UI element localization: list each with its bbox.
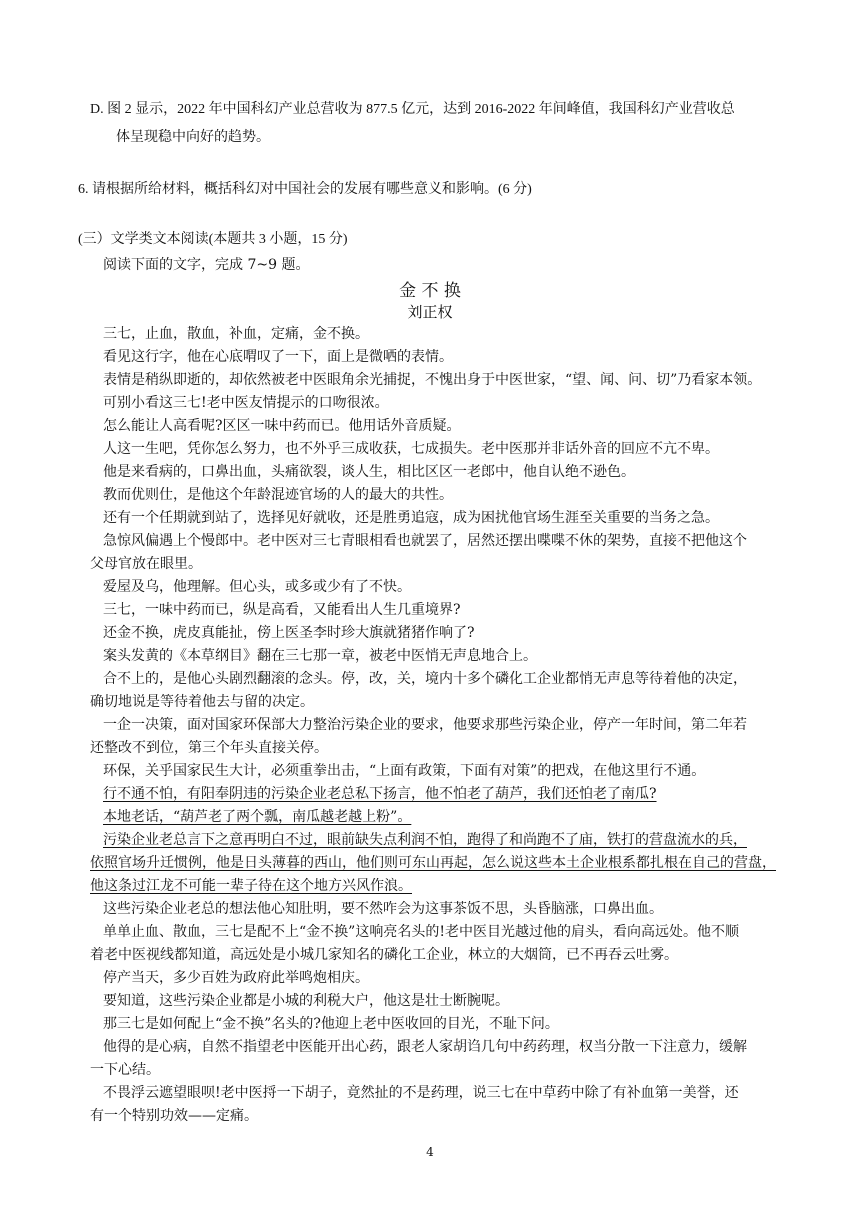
- story-line: 怎么能让人高看呢?区区一味中药而已。他用话外音质疑。: [103, 418, 461, 434]
- story-line: 看见这行字，他在心底喟叹了一下，面上是微哂的表情。: [103, 349, 453, 365]
- story-line: 停产当天，多少百姓为政府此举鸣炮相庆。: [103, 970, 369, 986]
- story-line: 三七，止血，散血，补血，定痛，金不换。: [103, 326, 369, 342]
- story-title: 金 不 换: [399, 281, 461, 301]
- story-line: 还金不换，虎皮真能扯，傍上医圣李时珍大旗就猪猪作响了?: [103, 625, 475, 641]
- question-6: 6. 请根据所给材料，概括科幻对中国社会的发展有哪些意义和影响。(6 分): [78, 182, 532, 197]
- story-line-underlined: 污染企业老总言下之意再明白不过，眼前缺失点利润不怕，跑得了和尚跑不了庙，铁打的营盘流水的兵，: [103, 832, 747, 848]
- story-line-underlined: 依照官场升迁惯例，他是日头薄暮的西山，他们则可东山再起，怎么说这些本土企业根系都扎根在自己的营盘，: [90, 855, 776, 871]
- story-line: 着老中医视线都知道，高远处是小城几家知名的磷化工企业，林立的大烟筒，已不再吞云吐雾。: [90, 947, 678, 963]
- story-line: 一企一决策，面对国家环保部大力整治污染企业的要求，他要求那些污染企业，停产一年时间，第二年若: [103, 717, 747, 733]
- option-d-line2: 体呈现稳中向好的趋势。: [116, 129, 270, 145]
- story-line: 教而优则仕，是他这个年龄混迹官场的人的最大的共性。: [103, 487, 453, 503]
- story-line: 一下心结。: [90, 1062, 160, 1078]
- story-author: 刘正权: [407, 303, 453, 321]
- story-line: 要知道，这些污染企业都是小城的利税大户，他这是壮士断腕呢。: [103, 993, 509, 1009]
- story-line: 表情是稍纵即逝的，却依然被老中医眼角余光捕捉，不愧出身于中医世家，“望、闻、问、切”乃看家本领。: [103, 372, 762, 388]
- page-number: 4: [426, 1145, 434, 1159]
- story-line: 可别小看这三七!老中医友情提示的口吻很浓。: [103, 395, 389, 411]
- story-line: 还有一个任期就到站了，选择见好就收，还是胜勇追寇，成为困扰他官场生涯至关重要的当务之急。: [103, 510, 719, 526]
- story-line: 案头发黄的《本草纲目》翻在三七那一章，被老中医悄无声息地合上。: [103, 648, 537, 664]
- section-header: (三）文学类文本阅读(本题共 3 小题，15 分): [78, 232, 348, 247]
- story-line: 他是来看病的，口鼻出血，头痛欲裂，谈人生，相比区区一老郎中，他自认绝不逊色。: [103, 464, 635, 480]
- story-line: 有一个特别功效——定痛。: [90, 1108, 258, 1124]
- story-line: 单单止血、散血，三七是配不上“金不换”这响亮名头的!老中医目光越过他的肩头，看向高远处。他不顺: [103, 924, 739, 940]
- story-line: 人这一生吧，凭你怎么努力，也不外乎三成收获，七成损失。老中医那并非话外音的回应不亢不卑。: [103, 441, 719, 457]
- story-line: 这些污染企业老总的想法他心知肚明，要不然咋会为这事茶饭不思，头昏脑涨，口鼻出血。: [103, 901, 663, 917]
- section-instruction: 阅读下面的文字，完成 7~9 题。: [103, 257, 310, 273]
- story-line: 不畏浮云遮望眼呗!老中医捋一下胡子，竟然扯的不是药理，说三七在中草药中除了有补血第一美誉，还: [103, 1085, 739, 1101]
- story-line-underlined: 本地老话，“葫芦老了两个瓢，南瓜越老越上粉”。: [103, 809, 412, 825]
- story-line: 确切地说是等待着他去与留的决定。: [90, 694, 314, 710]
- story-line: 爱屋及乌，他理解。但心头，或多或少有了不快。: [103, 579, 411, 595]
- story-line: 那三七是如何配上“金不换”名头的?他迎上老中医收回的目光，不耻下问。: [103, 1016, 559, 1032]
- story-line: 还整改不到位，第三个年头直接关停。: [90, 740, 328, 756]
- story-line: 环保，关乎国家民生大计，必须重拳出击，“上面有政策，下面有对策”的把戏，在他这里行不通。: [103, 763, 706, 779]
- story-line: 父母官放在眼里。: [90, 556, 202, 572]
- story-line: 合不上的，是他心头剧烈翻滚的念头。停，改，关，境内十多个磷化工企业都悄无声息等待着他的决定，: [103, 671, 747, 687]
- story-line-underlined: 行不通不怕，有阳奉阴违的污染企业老总私下扬言，他不怕老了葫芦，我们还怕老了南瓜?: [103, 786, 657, 802]
- story-line: 三七，一味中药而已，纵是高看，又能看出人生几重境界?: [103, 602, 461, 618]
- story-line: 他得的是心病，自然不指望老中医能开出心药，跟老人家胡诌几句中药药理，权当分散一下注意力，缓解: [103, 1039, 747, 1055]
- story-line-underlined: 他这条过江龙不可能一辈子待在这个地方兴风作浪。: [90, 878, 412, 894]
- option-d-line1: D. 图 2 显示，2022 年中国科幻产业总营收为 877.5 亿元，达到 2016-2022 年间峰值，我国科幻产业营收总: [90, 102, 735, 117]
- story-line: 急惊风偏遇上个慢郎中。老中医对三七青眼相看也就罢了，居然还摆出喋喋不休的架势，直接不把他这个: [103, 533, 747, 549]
